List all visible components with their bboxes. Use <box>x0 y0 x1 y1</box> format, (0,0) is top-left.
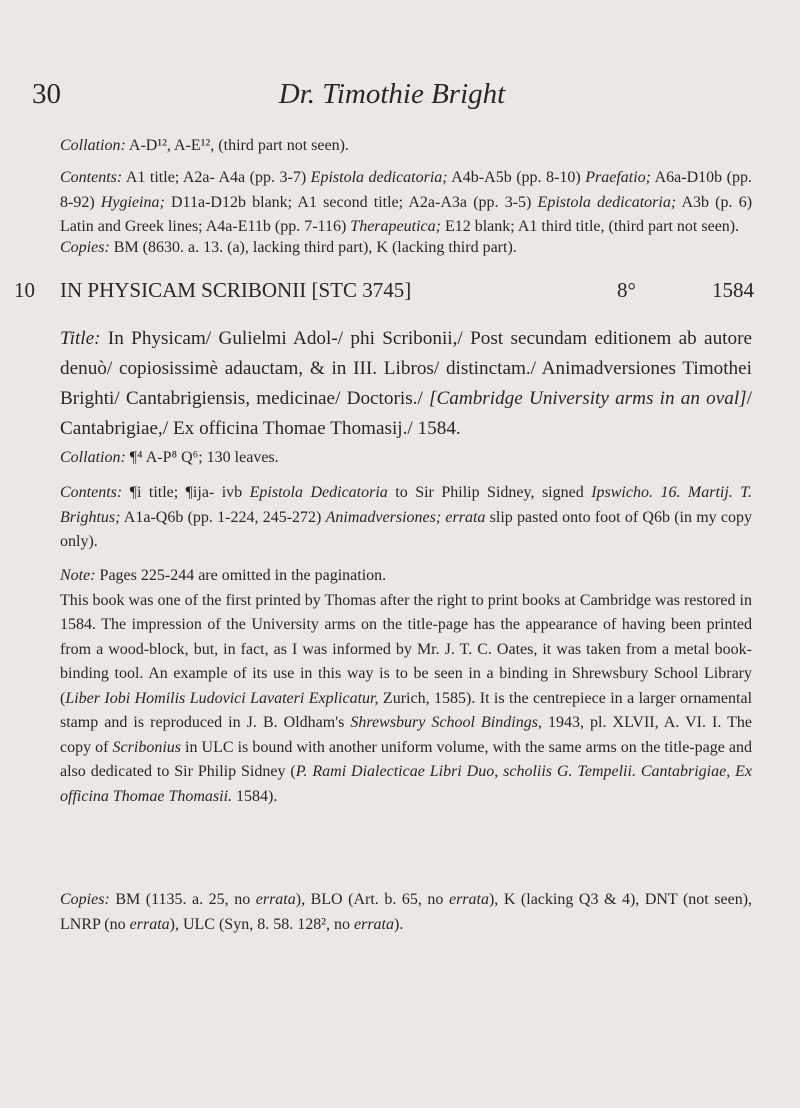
prev-contents-part: D11a-D12b blank; A1 second title; A2a-A3a (pp. 3-5) <box>164 193 538 211</box>
copies-part: errata <box>255 891 296 908</box>
prev-copies-label: Copies: <box>60 239 110 256</box>
note-part: Liber Iobi Homilis Ludovici Lavateri Explicatur, <box>65 689 379 707</box>
prev-contents-part: Therapeutica; <box>350 218 441 235</box>
prev-contents-label: Contents: <box>60 169 123 186</box>
note-part: 1584). <box>232 787 278 805</box>
prev-contents-part: A3b (p. 6) Latin and Greek lines; A4a-E11b (pp. 7-116) <box>60 193 753 235</box>
prev-copies-text: BM (8630. a. 13. (a), lacking third part), K (lacking third part). <box>109 239 517 256</box>
entry-collation <box>60 446 752 471</box>
copies-part: BM (1135. a. 25, no <box>109 891 256 908</box>
contents-part: Ipswicho. 16. Martij. T. Brightus; <box>60 484 753 526</box>
entry-format: 8° <box>617 278 636 302</box>
copies-part: errata <box>129 915 170 933</box>
note-part: in ULC is bound with another uniform volume, with the same arms on the title-page and also dedicated to Sir Philip Sidney ( <box>60 738 752 780</box>
copies-label: Copies: <box>60 891 110 908</box>
prev-contents-part: A6a-D10b (pp. 8-92) <box>60 169 752 211</box>
contents-label: Contents: <box>60 484 123 501</box>
copies-part: ), K (lacking Q3 & 4), DNT (not seen), LNRP (no <box>60 891 753 933</box>
entry-title-transcription <box>60 305 752 463</box>
note-part: Scribonius <box>112 738 181 756</box>
title-label: Title: <box>60 328 101 350</box>
note-paragraph <box>60 589 752 810</box>
prev-collation-text: A-D¹², A-E¹², (third part not seen). <box>125 137 349 154</box>
note-part: Shrewsbury School Bindings, <box>350 714 542 731</box>
note-part: Zurich, 1585). It is the centrepiece in a larger ornamental stamp and is reproduced in J. B. Oldham's <box>60 689 753 731</box>
copies-part: ), ULC (Syn, 8. 58. 128², no <box>169 915 354 933</box>
prev-collation-label: Collation: <box>60 137 126 154</box>
collation-text: ¶⁴ A-P⁸ Q⁶; 130 leaves. <box>125 449 279 466</box>
contents-part: slip pasted onto foot of Q6b (in my copy only). <box>60 508 753 550</box>
title-text-1: In Physicam/ Gulielmi Adol-/ phi Scribonii,/ Post secundam editionem ab autore denuò/ copiosissimè adauctam, & in III. Libros/ distinctam./ Animadversiones Timothei Brighti/ Cantabrigiensis, medicinae/ Doctoris./ <box>60 328 752 410</box>
prev-contents-part: A4b-A5b (pp. 8-10) <box>447 169 586 186</box>
contents-part: Epistola Dedicatoria <box>249 484 388 501</box>
page-header <box>32 78 752 118</box>
prev-contents-part: E12 blank; A1 third title, (third part not seen). <box>440 218 740 235</box>
contents-part: Animadversiones; errata <box>325 508 486 526</box>
copies-part: ). <box>394 915 404 933</box>
entry-number: 10 <box>14 278 35 302</box>
prev-contents-part: A1 title; A2a- A4a (pp. 3-7) <box>122 169 311 186</box>
title-italic: [Cambridge University arms in an oval] <box>428 388 747 410</box>
prev-copies-line <box>60 236 752 261</box>
entry-title: IN PHYSICAM SCRIBONII [STC 3745] <box>60 278 412 302</box>
prev-contents-part: Epistola dedicatoria; <box>537 193 677 211</box>
entry-copies <box>60 888 752 937</box>
entry-note <box>60 564 752 809</box>
collation-label: Collation: <box>60 449 126 466</box>
note-part: 1943, pl. XLVII, A. VI. I. The copy of <box>60 714 753 756</box>
entry-year: 1584 <box>712 278 754 302</box>
note-part: This book was one of the first printed by Thomas after the right to print books at Cambridge was restored in 1584. The impression of the University arms on the title-page has the appearance of having been printed from a wood-block, but, in fact, as I was informed by Mr. J. T. C. Oates, it was taken from a metal book-binding tool. An example of its use in this way is to be seen in a binding in Shrewsbury School Library ( <box>60 591 752 707</box>
running-head: Dr. Timothie Bright <box>278 78 506 110</box>
entry-heading <box>14 278 754 306</box>
prev-contents-part: Hygieina; <box>100 193 165 211</box>
copies-part: errata <box>354 915 394 933</box>
note-part: P. Rami Dialecticae Libri Duo, scholiis G. Tempelii. Cantabrigiae, Ex officina Thomae Thomasii. <box>60 763 752 805</box>
prev-collation <box>60 134 752 159</box>
title-text-2: / Cantabrigiae,/ Ex officina Thomae Thomasij./ 1584. <box>60 388 752 440</box>
copies-part: errata <box>448 891 489 908</box>
note-first: Pages 225-244 are omitted in the pagination. <box>95 567 387 584</box>
prev-contents-part: Praefatio; <box>585 169 651 186</box>
contents-part: ¶i title; ¶ija- ivb <box>122 484 250 501</box>
contents-part: to Sir Philip Sidney, signed <box>387 484 592 501</box>
page-number: 30 <box>32 78 61 110</box>
contents-part: A1a-Q6b (pp. 1-224, 245-272) <box>120 508 326 526</box>
prev-contents-part: Epistola dedicatoria; <box>310 169 448 186</box>
copies-part: ), BLO (Art. b. 65, no <box>295 891 449 908</box>
prev-contents <box>60 166 752 240</box>
entry-contents <box>60 481 752 555</box>
note-label: Note: <box>60 567 96 584</box>
